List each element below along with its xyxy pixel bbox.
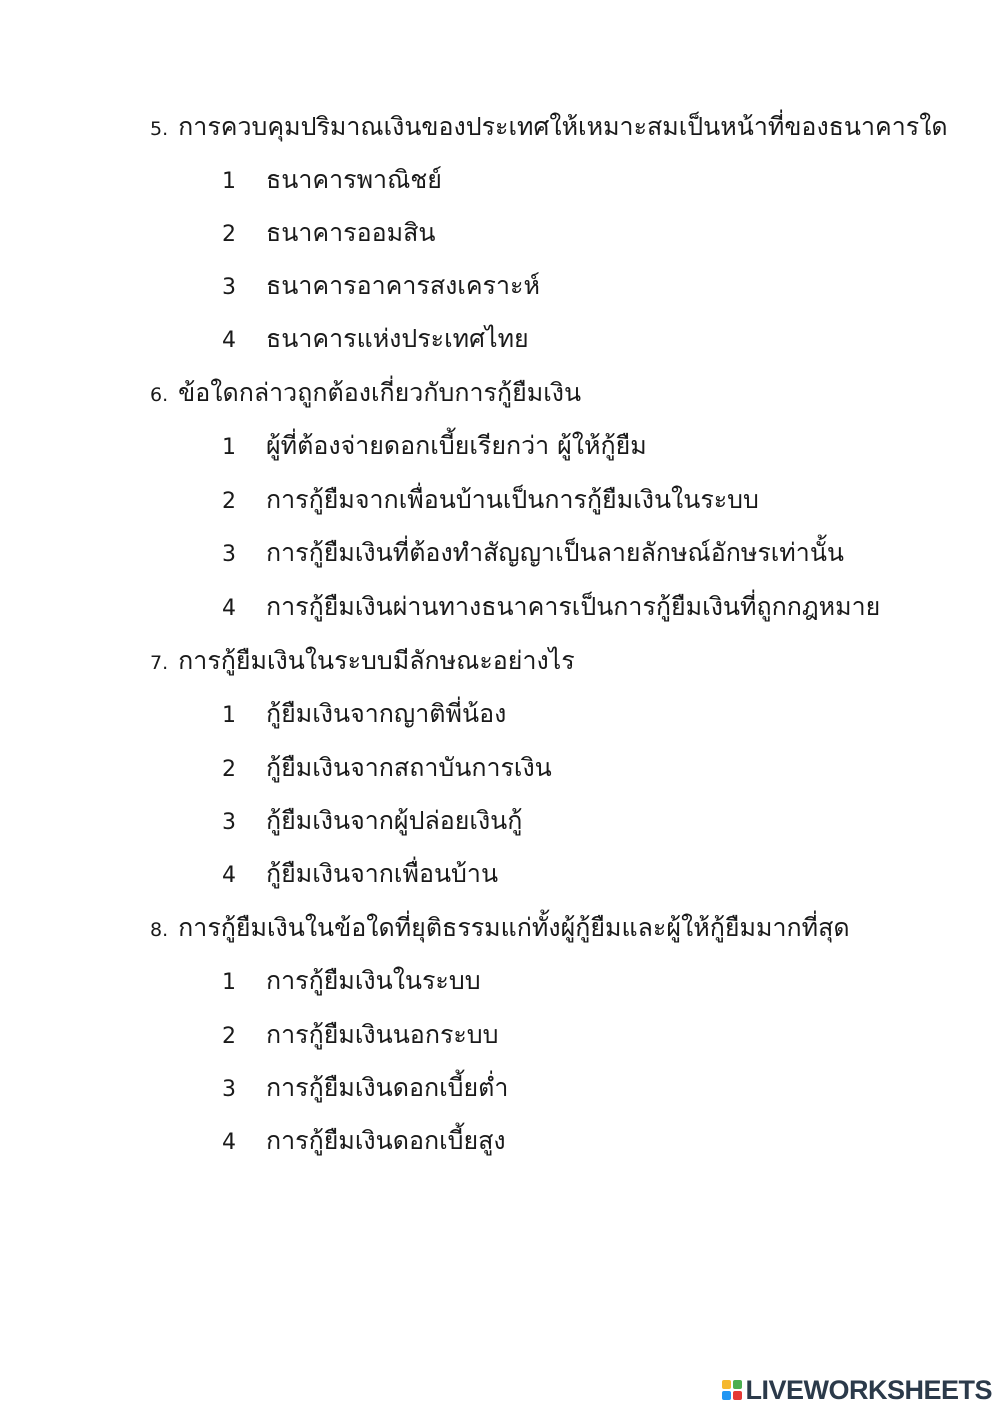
option-text: การกู้ยืมจากเพื่อนบ้านเป็นการกู้ยืมเงินในระบบ (266, 485, 759, 514)
question-7-option-2 (222, 751, 552, 787)
question-7 (150, 644, 575, 680)
question-7-option-3 (222, 804, 522, 840)
option-number: 1 (222, 970, 236, 995)
logo-square-2 (733, 1380, 742, 1389)
option-text: กู้ยืมเงินจากสถาบันการเงิน (266, 753, 552, 782)
option-number: 3 (222, 275, 236, 300)
question-5-option-2 (222, 216, 435, 252)
question-6 (150, 376, 581, 412)
question-8 (150, 911, 850, 947)
question-text: การกู้ยืมเงินในระบบมีลักษณะอย่างไร (178, 646, 575, 675)
option-text: กู้ยืมเงินจากผู้ปล่อยเงินกู้ (266, 806, 523, 835)
question-text: การกู้ยืมเงินในข้อใดที่ยุติธรรมแก่ทั้งผู้กู้ยืมและผู้ให้กู้ยืมมากที่สุด (178, 913, 850, 942)
question-5-option-3 (222, 269, 540, 305)
logo-square-3 (722, 1391, 731, 1400)
liveworksheets-logo-icon (722, 1380, 742, 1400)
option-text: กู้ยืมเงินจากญาติพี่น้อง (266, 699, 507, 728)
option-text: กู้ยืมเงินจากเพื่อนบ้าน (266, 859, 499, 888)
question-5-option-4 (222, 322, 529, 358)
question-5 (150, 110, 948, 146)
option-number: 1 (222, 435, 236, 460)
option-number: 1 (222, 169, 236, 194)
option-number: 2 (222, 222, 236, 247)
option-number: 3 (222, 810, 236, 835)
question-8-option-4 (222, 1124, 506, 1160)
option-number: 1 (222, 703, 236, 728)
question-text: การควบคุมปริมาณเงินของประเทศให้เหมาะสมเป็นหน้าที่ของธนาคารใด (178, 112, 948, 141)
option-text: การกู้ยืมเงินดอกเบี้ยต่ำ (266, 1073, 509, 1102)
option-text: ธนาคารออมสิน (266, 218, 436, 247)
option-text: ธนาคารอาคารสงเคราะห์ (266, 271, 540, 300)
option-text: การกู้ยืมเงินดอกเบี้ยสูง (266, 1126, 506, 1155)
question-7-option-4 (222, 857, 498, 893)
option-number: 4 (222, 596, 236, 621)
logo-square-1 (722, 1380, 731, 1389)
question-6-option-3 (222, 536, 844, 572)
option-text: การกู้ยืมเงินผ่านทางธนาคารเป็นการกู้ยืมเงินที่ถูกกฎหมาย (266, 592, 881, 621)
question-7-option-1 (222, 697, 506, 733)
option-number: 4 (222, 328, 236, 353)
option-text: ธนาคารพาณิชย์ (266, 165, 442, 194)
question-6-option-4 (222, 590, 880, 626)
option-number: 2 (222, 1024, 236, 1049)
option-text: ผู้ที่ต้องจ่ายดอกเบี้ยเรียกว่า ผู้ให้กู้ยืม (266, 431, 647, 460)
brand-name: LIVEWORKSHEETS (745, 1374, 992, 1405)
option-number: 4 (222, 863, 236, 888)
option-number: 2 (222, 757, 236, 782)
option-number: 2 (222, 489, 236, 514)
question-text: ข้อใดกล่าวถูกต้องเกี่ยวกับการกู้ยืมเงิน (178, 378, 582, 407)
question-number: 8. (150, 919, 169, 941)
option-text: ธนาคารแห่งประเทศไทย (266, 324, 529, 353)
option-text: การกู้ยืมเงินที่ต้องทำสัญญาเป็นลายลักษณ์อักษรเท่านั้น (266, 538, 845, 567)
option-text: การกู้ยืมเงินนอกระบบ (266, 1020, 499, 1049)
question-8-option-3 (222, 1071, 508, 1107)
logo-square-4 (733, 1391, 742, 1400)
question-8-option-2 (222, 1018, 499, 1054)
question-8-option-1 (222, 964, 481, 1000)
option-number: 4 (222, 1130, 236, 1155)
question-number: 6. (150, 384, 169, 406)
option-number: 3 (222, 1077, 236, 1102)
question-5-option-1 (222, 163, 442, 199)
liveworksheets-logo (722, 1375, 992, 1405)
question-6-option-1 (222, 429, 647, 465)
question-number: 5. (150, 118, 169, 140)
question-6-option-2 (222, 483, 759, 519)
question-number: 7. (150, 652, 169, 674)
option-number: 3 (222, 542, 236, 567)
option-text: การกู้ยืมเงินในระบบ (266, 966, 481, 995)
